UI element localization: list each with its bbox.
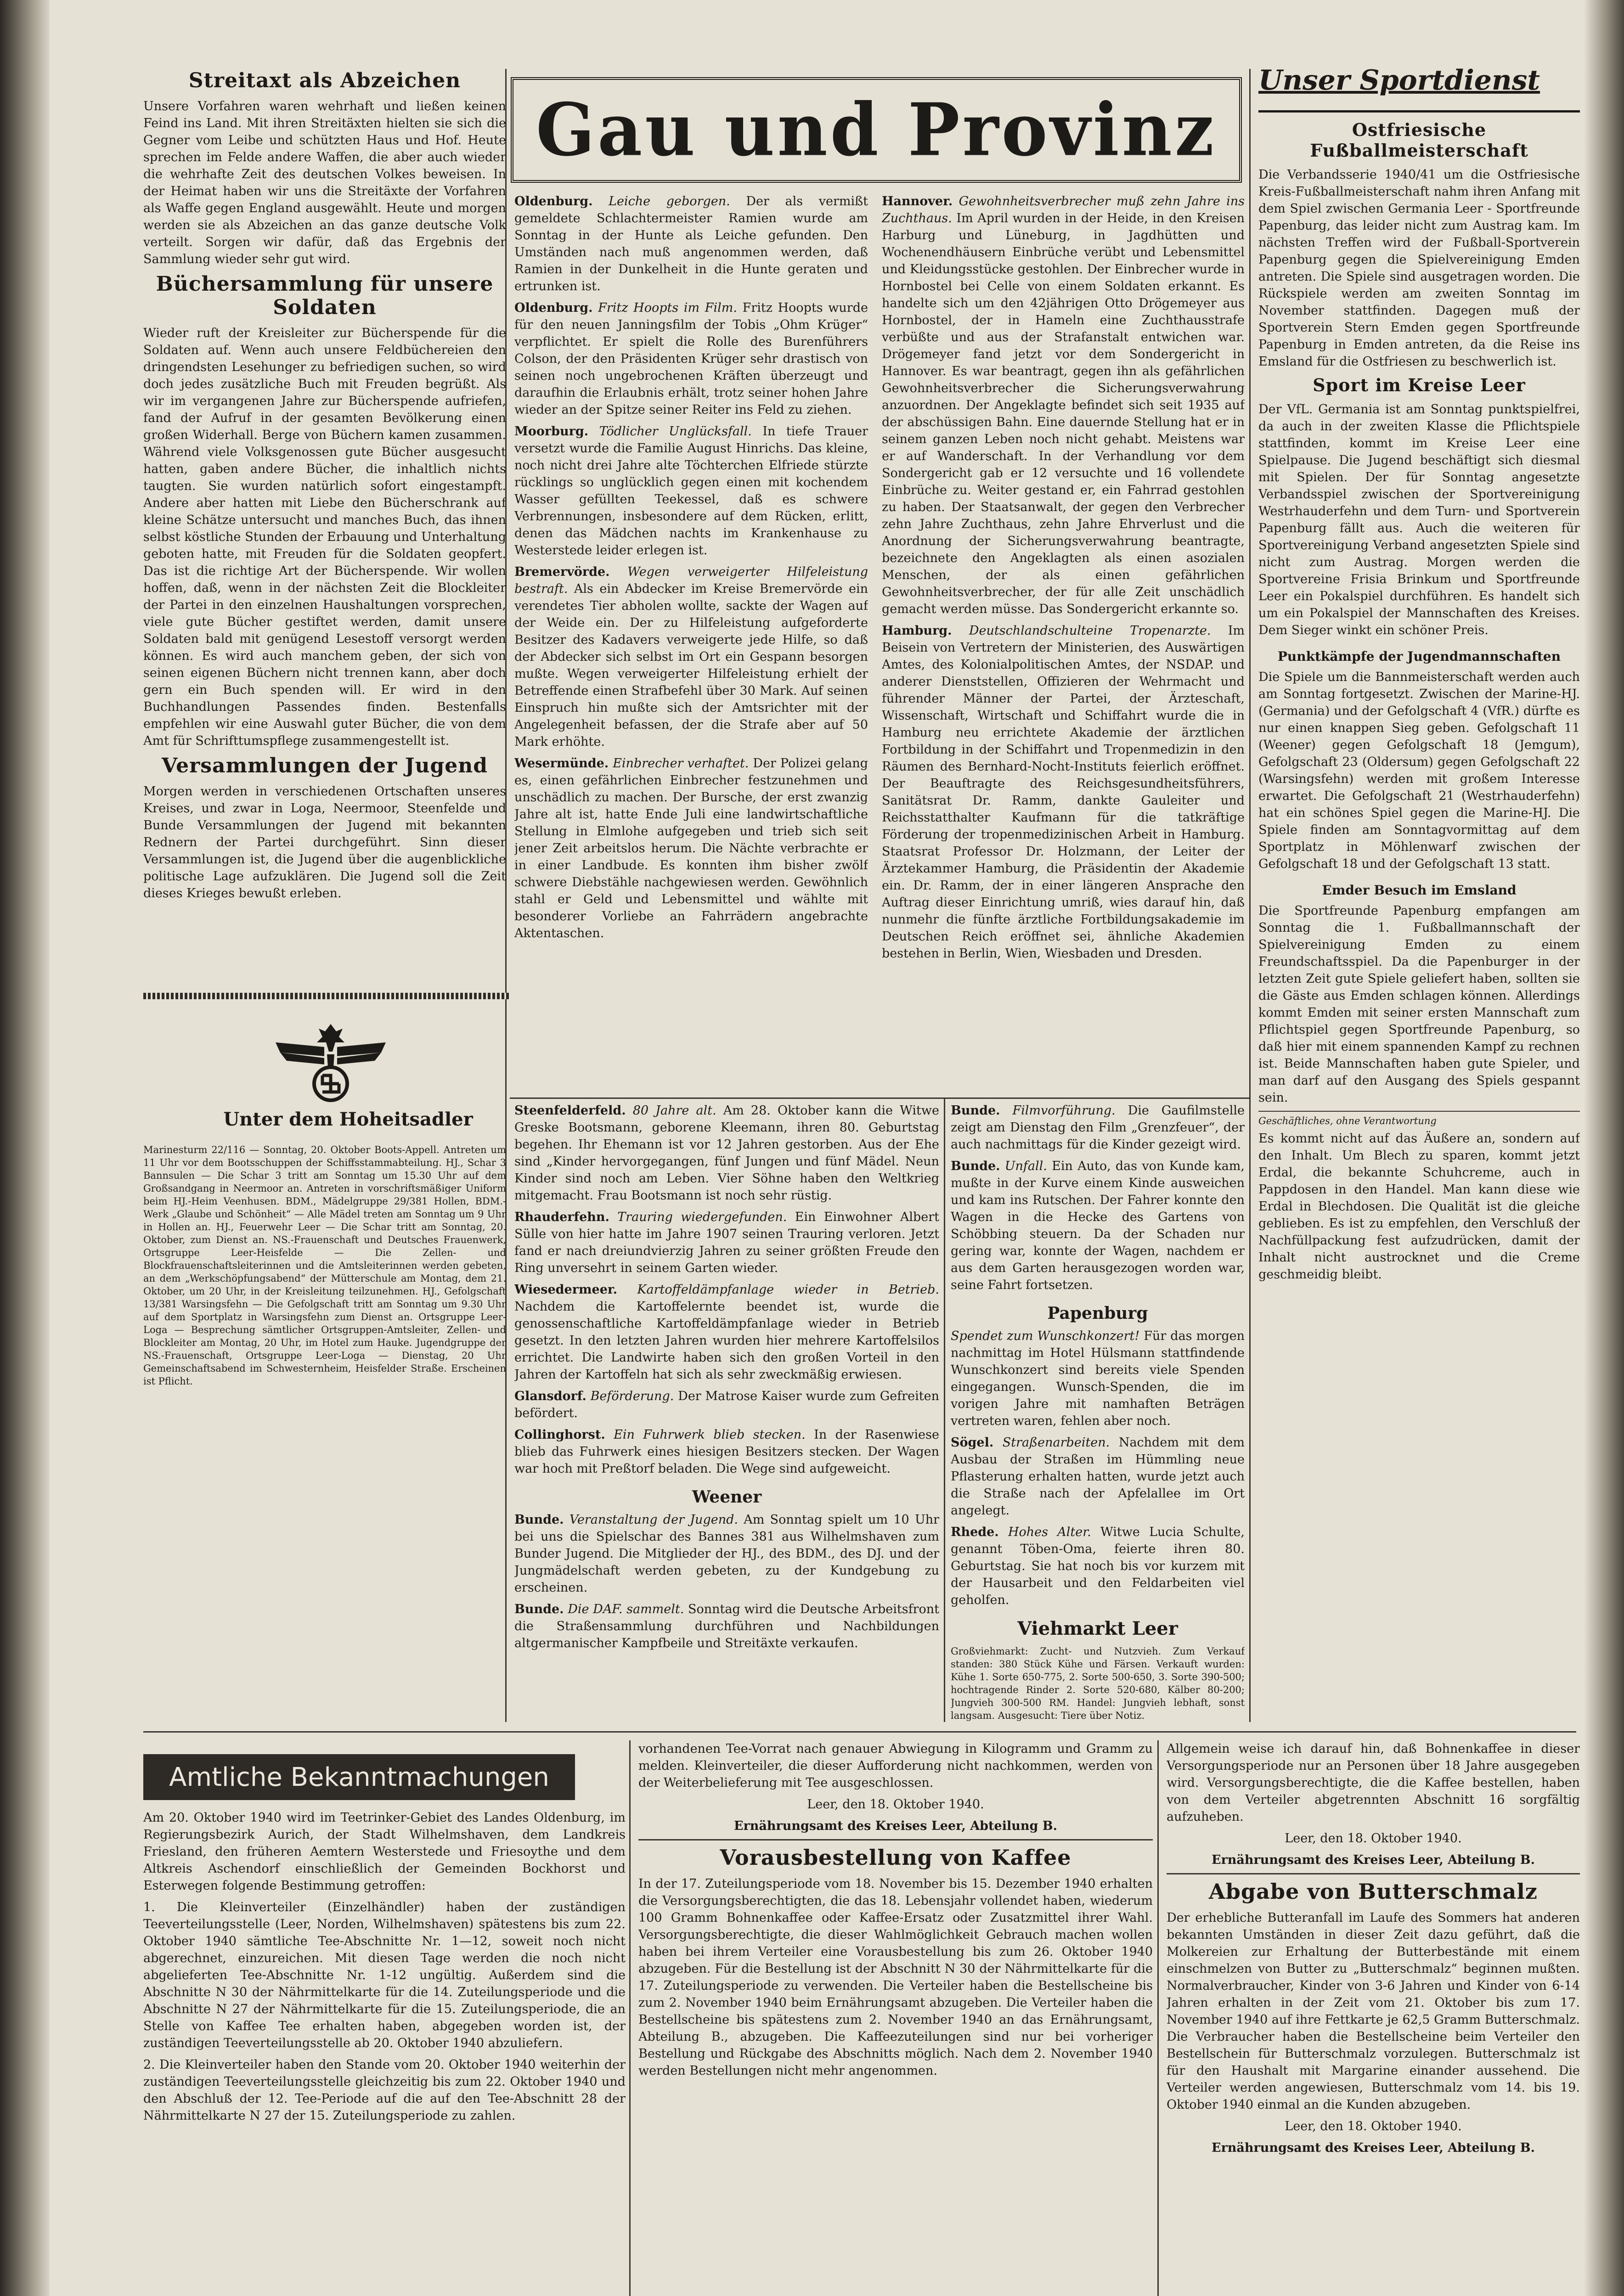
news-place: Moorburg. — [514, 424, 589, 439]
official-signature: Ernährungsamt des Kreises Leer, Abteilung B. — [734, 1819, 1057, 1833]
article-body: Wieder ruft der Kreisleiter zur Bücherspende für die Soldaten auf. Wenn auch unsere Feldbüchereien den dringendsten Lesehunger zu befriedigen suchen, so wird doch jedes zusätzliche Buch mit Freuden begrüßt. Als wir im vergangenen Jahre zur Bücherspende aufriefen, fand der Aufruf in der gesamten Bevölkerung einen großen Widerhall. Berge von Büchern kamen zusammen. Während viele Volksgenossen gute Bücher ausgesucht hatten, gaben andere Bücher, die inhaltlich nichts taugten. Sie wurden natürlich sofort eingestampft. Andere aber hatten mit Liebe den Bücherschrank auf kleine Schätze untersucht und manches Buch, das ihnen selbst köstliche Stunden der Erbauung und Unterhaltung geboten hatte, mit Freuden für die Soldaten geopfert. Das ist die richtige Art der Bücherspende. Wir wollen hoffen, daß, wenn in der nächsten Zeit die Blockleiter der Partei in den einzelnen Haushaltungen vorsprechen, viele gute Bücher gestiftet werden, damit unsere Soldaten bald mit genügend Lesestoff versorgt werden können. Es wird auch manchem geben, der sich von seinen eigenen Büchern nicht trennen kann, aber doch gern ein Buch spenden will. Er wird in den Buchhandlungen Passendes finden. Bestenfalls empfehlen wir eine Auswahl guter Bücher, die von dem Amt für Schrifttumspflege zusammengestellt ist. — [143, 326, 506, 748]
news-place: Oldenburg. — [514, 194, 593, 208]
official-heading: Abgabe von Butterschmalz — [1167, 1873, 1580, 1904]
news-body: Sonntag wird die Deutsche Arbeitsfront die Straßensammlung durchführen und Nachbildungen altgermanischer Kampfbeile und Streitäxte verkaufen. — [514, 1602, 939, 1650]
news-lead: Kartoffeldämpfanlage wieder in Betrieb. — [637, 1283, 939, 1297]
news-body: Ein Auto, das von Kunde kam, mußte in der Kurve einem Kinde ausweichen und kam ins Rutschen. Der Fahrer konnte den Wagen in die Hecke des Gartens von Schöbbing steuern. Da der Schaden nur gering war, konnte der Wagen, nachdem er aus dem Garten herausgezogen worden war, seine Fahrt fortsetzen. — [951, 1159, 1245, 1292]
news-lead: Straßenarbeiten. — [1002, 1435, 1110, 1450]
article-heading: Versammlungen der Jugend — [161, 754, 488, 777]
news-lead: Unfall. — [1004, 1159, 1047, 1173]
news-body: Die Gaufilmstelle zeigt am Dienstag den Film „Grenzfeuer“, der auch nachmittags für die Kinder gezeigt wird. — [951, 1103, 1245, 1152]
sport-body: Die Sportfreunde Papenburg empfangen am Sonntag die 1. Fußballmannschaft der Spielvereinigung Emden zu einem Freundschaftsspiel. Da die Papenburger in der letzten Zeit gute Spiele geliefert haben, sollten sie die Gäste aus Emden schlagen können. Allerdings kommt Emden mit seiner ersten Mannschaft zum Pflichtspiel gegen Sportfreunde Papenburg, so daß hier mit einem spannenden Kampf zu rechnen ist. Beide Mannschaften haben gute Spieler, und man darf auf den Ausgang des Spiels gespannt sein. — [1258, 904, 1580, 1105]
section-rule — [143, 1731, 1576, 1733]
news-item — [951, 1434, 1245, 1519]
news-lead: Leiche geborgen. — [609, 194, 730, 208]
masthead-title: Gau und Provinz — [536, 87, 1217, 173]
news-lead: Tödlicher Unglücksfall. — [599, 424, 752, 439]
news-lead: Einbrecher verhaftet. — [613, 756, 749, 771]
official-col-3 — [1167, 1740, 1580, 2296]
official-signature: Ernährungsamt des Kreises Leer, Abteilung B. — [1212, 1853, 1535, 1867]
section-rule — [510, 1097, 1249, 1099]
news-place: Hannover. — [882, 194, 953, 208]
news-lead: Hohes Alter. — [1008, 1525, 1091, 1539]
news-place: Steenfelderfeld. — [514, 1103, 626, 1118]
official-signature: Ernährungsamt des Kreises Leer, Abteilung B. — [1212, 2141, 1535, 2155]
news-body: In tiefe Trauer versetzt wurde die Familie August Hinrichs. Das kleine, noch nicht drei Jahre alte Töchterchen Elfriede stürzte rücklings so unglücklich gegen einen mit kochendem Wasser gefüllten Teekessel, daß es schwere Verbrennungen, insbesondere auf dem Rücken, erlitt, denen das Mädchen nachts im Krankenhause zu Westerstede leider erlegen ist. — [514, 424, 868, 557]
news-item — [514, 1601, 939, 1652]
column-rule — [944, 1097, 945, 1722]
party-notices: Marinesturm 22/116 — Sonntag, 20. Oktober Boots-Appell. Antreten um 11 Uhr vor dem Bootsschuppen der Schiffsstammabteilung. HJ., Schar 3 Bannsulen — Die Schar 3 tritt am Sonntag um 15.30 Uhr auf dem Großsandgang in Neermoor an. Antreten in vorschriftsmäßiger Uniform beim HJ.-Heim Veenhusen. BDM., Mädelgruppe 29/381 Hollen, BDM.-Werk „Glaube und Schönheit“ — Alle Mädel treten am Sonntag um 9 Uhr in Hollen an. HJ., Feuerwehr Leer — Die Schar tritt am Sonntag, 20. Oktober, zum Dienst an. NS.-Frauenschaft und Deutsches Frauenwerk, Ortsgruppe Leer-Heisfelde — Die Zellen- und Blockfrauenschaftsleiterinnen und die Amtsleiterinnen werden gebeten, an dem „Werkschöpfungsabend“ der Mütterschule am Montag, dem 21. Oktober, um 20 Uhr, in der Kreisleitung teilzunehmen. HJ., Gefolgschaft 13/381 Warsingsfehn — Die Gefolgschaft tritt am Sonntag um 9.30 Uhr auf dem Sportplatz in Warsingsfehn zum Dienst an. Ortsgruppe Leer-Loga — Besprechung sämtlicher Ortsgruppen-Amtsleiter, Zellen- und Blockleiter am Montag, 20 Uhr, im Hotel zum Hauke. Jugendgruppe der NS.-Frauenschaft, Ortsgruppe Leer-Loga — Dienstag, 20 Uhr Gemeinschaftsabend im Schwesternheim, Heisfelder Straße. Erscheinen ist Pflicht. — [143, 1144, 506, 1387]
binding-shadow — [0, 0, 50, 2296]
news-body: Der Polizei gelang es, einen gefährlichen Einbrecher festzunehmen und unschädlich zu machen. Der Bursche, der erst zwanzig Jahre alt ist, hatte Ende Juli eine landwirtschaftliche Stellung in Elmlohe aufgegeben und trieb sich seit jener Zeit arbeitslos herum. Die Nächte verbrachte er in einer Landbude. Es konnten ihm bisher zwölf schwere Diebstähle nachgewiesen werden. Gewöhnlich stahl er Geld und Lebensmittel und wählte mit besonderer Vorliebe an Fahrrädern angebrachte Aktentaschen. — [514, 756, 868, 940]
decorative-bar — [143, 993, 510, 999]
middle-column-left — [514, 193, 868, 1093]
news-item — [514, 1102, 939, 1204]
news-item — [514, 1511, 939, 1596]
news-body: Der als vermißt gemeldete Schlachtermeister Ramien wurde am Sonntag in der Hunte als Leiche gefunden. Den Umständen nach muß angenommen werden, daß Ramien in der Dunkelheit in die Hunte geraten und ertrunken ist. — [514, 194, 868, 293]
official-col-2 — [638, 1740, 1153, 2296]
page-edge-shadow — [1584, 0, 1624, 2296]
official-text: Allgemein weise ich darauf hin, daß Bohnenkaffee in dieser Versorgungsperiode nur an Personen über 18 Jahre ausgegeben wird. Versorgungsberechtigte, die die Kaffee bestellen, haben von dem Verteiler abgetrennten Abschnitt 16 sorgfältig aufzuheben. — [1167, 1742, 1580, 1824]
notice-body: Es kommt nicht auf das Äußere an, sondern auf den Inhalt. Um Blech zu sparen, kommt jetzt Erdal, die bekannte Schuhcreme, auch in Pappdosen in den Handel. Man kann diese wie Erdal in Blechdosen. Die Qualität ist die gleiche geblieben. Es ist zu empfehlen, den Verschluß der Nachfüllpackung fest aufzudrücken, damit der Inhalt nicht austrocknet und die Creme geschmeidig bleibt. — [1258, 1131, 1580, 1282]
article-heading: Büchersammlung für unsere Soldaten — [156, 272, 494, 319]
official-notices-banner — [143, 1754, 575, 1800]
official-heading: Vorausbestellung von Kaffee — [638, 1839, 1153, 1870]
news-place: Rhauderfehn. — [514, 1210, 609, 1224]
sport-body: Die Verbandsserie 1940/41 um die Ostfriesische Kreis-Fußballmeisterschaft nahm ihren Anfang mit dem Spiel zwischen Germania Leer - Sportfreunde Papenburg, das leider nicht zum Austrag kam. Im nächsten Treffen wird der Fußball-Sportverein Papenburg gegen die Spielvereinigung Emden antreten. Die Spiele sind ausgetragen worden. Die Rückspiele werden am zweiten Sonntag im November stattfinden. Dagegen muß der Sportverein Stern Emden gegen Sportfreunde Papenburg in Emden antreten, da die Reise ins Emsland für die Ostfriesen zu beschwerlich ist. — [1258, 168, 1580, 369]
hoheitsadler-heading: Unter dem Hoheitsadler — [223, 1109, 473, 1130]
sport-header-title: Unser Sportdienst — [1258, 64, 1540, 96]
news-item — [951, 1524, 1245, 1609]
sport-heading: Ostfriesische Fußballmeisterschaft — [1310, 119, 1528, 161]
official-date: Leer, den 18. Oktober 1940. — [807, 1797, 984, 1812]
news-body: Am Sonntag spielt um 10 Uhr bei uns die Spielschar des Bannes 381 aus Wilhelmshaven zum Bunder Jugend. Die Mitglieder der HJ., des BDM., des DJ. und der Jungmädelschaft werden gebeten, zu der Kundgebung zu erscheinen. — [514, 1513, 939, 1595]
news-body: Im April wurden in der Heide, in den Kreisen Harburg und Lüneburg, in Jagdhütten und Wochenendhäusern Einbrüche verübt und Lebensmittel und Kleidungsstücke gestohlen. Der Einbrecher wurde in Hornbostel bei Celle von einem Soldaten erkannt. Es handelte sich um den 42jährigen Otto Drögemeyer aus Hornbostel, der in Hameln eine Zuchthausstrafe verbüßte und aus der Strafanstalt entwichen war. Drögemeyer fand jetzt vor dem Sondergericht in Hannover. Es war beantragt, gegen ihn als gefährlichen Gewohnheitsverbrecher die Sicherungsverwahrung anzuordnen. Der Angeklagte befindet sich seit 1935 auf der abschüssigen Bahn. Eine dauernde Stellung hat er in seinem ganzen Leben noch nicht gehabt. Meistens war er auf Wanderschaft. In der Verhandlung vor dem Sondergericht gab er 12 versuchte und 16 vollendete Einbrüche zu. Weiter gestand er, ein Fahrrad gestohlen zu haben. Der Staatsanwalt, der gegen den Verbrecher zehn Jahre Zuchthaus, zehn Jahre Ehrverlust und die Anordnung der Sicherungsverwahrung beantragte, bezeichnete den Angeklagten als einen asozialen Menschen, der als einen gefährlichen Gewohnheitsverbrecher, der für alle Zeit unschädlich gemacht werden müsse. Das Sondergericht erkannte so. — [882, 211, 1245, 616]
news-lead: Deutschlandschulteine Tropenarzte. — [969, 624, 1211, 638]
left-column-notices — [143, 1143, 506, 1727]
news-body: Der Matrose Kaiser wurde zum Gefreiten befördert. — [514, 1389, 939, 1420]
official-text: In der 17. Zuteilungsperiode vom 18. November bis 15. Dezember 1940 erhalten die Versorgungsberechtigten, die das 18. Lebensjahr vollendet haben, wiederum 100 Gramm Bohnenkaffee oder Kaffee-Ersatz oder Zusatzmittel ihrer Wahl. Versorgungsberechtigte, die dieser Wahlmöglichkeit Gebrauch machen wollen haben bei ihrem Verteiler eine Vorausbestellung bis zum 26. Oktober 1940 abzugeben. Für die Bestellung ist der Abschnitt N 30 der Nährmittelkarte für die 17. Zuteilungsperiode zu verwenden. Die Verteiler haben die Bestellscheine bis zum 2. November 1940 beim Ernährungsamt abzugeben. Die Verteiler haben die Bestellscheine bis spätestens zum 2. November 1940 an das Ernährungsamt, Abteilung B., abzugeben. Die Kaffeezuteilungen sind nur bei vorheriger Bestellung und Rückgabe des Abschnitts möglich. Nach dem 2. November 1940 werden Bestellungen nicht mehr angenommen. — [638, 1877, 1153, 2078]
official-point: 1. Die Kleinverteiler (Einzelhändler) haben der zuständigen Teeverteilungsstelle (Leer, Norden, Wilhelmshaven) spätestens bis zum 22. Oktober 1940 sämtliche Tee-Abschnitte Nr. 1—12, soweit noch nicht abgerechnet, einzureichen. Mit diesen Tage werden die noch nicht abgelieferten Tee-Abschnitte Nr. 1-12 ungültig. Außerdem sind die Abschnitte N 30 der Nährmittelkarte für die 14. Zuteilungsperiode und die Abschnitte N 27 der Nährmittelkarte für die 15. Zuteilungsperiode, die an Stelle von Kaffee Tee erhalten haben, abgegeben worden ist, der zuständigen Teeverteilungsstelle ab 20. Oktober 1940 abzuliefern. — [143, 1900, 626, 2050]
news-body: Nachdem mit dem Ausbau der Straßen im Hümmling neue Pflasterung erhalten hatten, wurde jetzt auch die Straße nach der Apfelallee im Ort angelegt. — [951, 1435, 1245, 1518]
official-col-1 — [143, 1809, 626, 2296]
news-lead: Ein Fuhrwerk blieb stecken. — [614, 1428, 806, 1442]
middle-lower-right — [951, 1102, 1245, 1727]
news-place: Bunde. — [514, 1513, 564, 1527]
news-item — [951, 1158, 1245, 1294]
news-body: Ein Einwohner Albert Sülle von hier hatte im Jahre 1907 seinen Trauring verloren. Jetzt fand er nach dreiundvierzig Jahren zu seiner größten Freude den Ring unversehrt in seinem Garten wieder. — [514, 1210, 939, 1275]
news-item — [514, 1388, 939, 1422]
news-lead: Die DAF. sammelt. — [568, 1602, 684, 1616]
notice-label: Geschäftliches, ohne Verantwortung — [1258, 1111, 1580, 1127]
news-lead: Veranstaltung der Jugend. — [569, 1513, 738, 1527]
news-lead: Trauring wiedergefunden. — [617, 1210, 787, 1224]
news-body: In der Rasenwiese blieb das Fuhrwerk eines hiesigen Besitzers stecken. Der Wagen war hoch mit Preßtorf beladen. Die Wege sind aufgeweicht. — [514, 1428, 939, 1476]
news-item — [514, 755, 868, 942]
left-column-articles — [143, 69, 506, 987]
official-intro: Am 20. Oktober 1940 wird im Teetrinker-Gebiet des Landes Oldenburg, im Regierungsbezirk Aurich, der Stadt Wilhelmshaven, dem Landkreis Friesland, den früheren Aemtern Westerstede und Friesoythe und dem Altkreis Aschendorf einschließlich der Gemeinden Bockhorst und Esterwegen folgende Bestimmung getroffen: — [143, 1811, 626, 1893]
article-heading: Streitaxt als Abzeichen — [188, 69, 461, 92]
official-text: Der erhebliche Butteranfall im Laufe des Sommers hat anderen bekannten Umständen in dieser Zeit dazu geführt, daß die Molkereien zur Erhaltung der Butterbestände mit einem einschmelzen von Butter zu „Butterschmalz“ beginnen mußten. Normalverbraucher, Kinder von 3-6 Jahren und Kinder von 6-14 Jahren erhalten in der Zeit vom 21. Oktober bis zum 17. November 1940 auf ihre Fettkarte je 62,5 Gramm Butterschmalz. Die Verbraucher haben die Bestellscheine beim Verteiler den Bestellschein für Butterschmalz vorzulegen. Butterschmalz ist für den Haushalt mit Margarine einander aussehend. Die Verteiler werden angewiesen, Butterschmalz vom 14. bis 19. Oktober 1940 einmal an die Kunden abzugeben. — [1167, 1911, 1580, 2112]
news-lead: Fritz Hoopts im Film. — [598, 301, 737, 315]
news-body: Als ein Abdecker im Kreise Bremervörde ein verendetes Tier abholen wollte, sackte der Wagen auf der Weide ein. Der zu Hilfeleistung aufgeforderte Besitzer des Kadavers verweigerte jede Hilfe, so daß der Abdecker sich selbst im Ort ein Gespann besorgen mußte. Wegen verweigerter Hilfeleistung erhielt der Betreffende einen Strafbefehl über 30 Mark. Auf seinen Einspruch hin mußte sich der Amtsrichter mit der Angelegenheit befassen, der die Strafe aber auf 50 Mark erhöhte. — [514, 582, 868, 749]
official-text: vorhandenen Tee-Vorrat nach genauer Abwiegung in Kilogramm und Gramm zu melden. Kleinverteiler, die dieser Aufforderung nicht nachkommen, werden von der Weiterbelieferung mit Tee ausgeschlossen. — [638, 1742, 1153, 1790]
official-point: 2. Die Kleinverteiler haben den Stande vom 20. Oktober 1940 weiterhin der zuständigen Teeverteilungsstelle gleichzeitig bis zum 22. Oktober 1940 und den Abschluß der 12. Tee-Periode auf die auf den Tee-Abschnitt 28 der Nährmittelkarte N 27 der 15. Zuteilungsperiode zu zahlen. — [143, 2058, 626, 2123]
news-item — [514, 1281, 939, 1383]
column-rule — [1157, 1740, 1159, 2296]
news-item — [951, 1328, 1245, 1429]
town-heading: Papenburg — [1047, 1304, 1148, 1323]
official-date: Leer, den 18. Oktober 1940. — [1285, 1831, 1462, 1846]
sport-subheading: Emder Besuch im Emsland — [1322, 883, 1517, 898]
official-date: Leer, den 18. Oktober 1940. — [1285, 2119, 1462, 2133]
news-lead: Beförderung. — [590, 1389, 674, 1403]
news-place: Rhede. — [951, 1525, 999, 1539]
sport-header — [1258, 64, 1580, 113]
section-masthead — [511, 77, 1242, 183]
sport-subheading: Punktkämpfe der Jugendmannschaften — [1277, 649, 1561, 664]
news-lead: Filmvorführung. — [1012, 1103, 1116, 1118]
right-column-sport — [1258, 119, 1580, 1727]
news-place: Wesermünde. — [514, 756, 609, 771]
news-place: Bunde. — [951, 1103, 1000, 1118]
news-place: Wiesedermeer. — [514, 1283, 618, 1297]
column-rule — [629, 1740, 631, 2296]
news-place: Bremervörde. — [514, 565, 610, 579]
news-place: Hamburg. — [882, 624, 952, 638]
news-item — [514, 193, 868, 295]
news-place: Bunde. — [951, 1159, 1000, 1173]
news-item — [514, 1209, 939, 1277]
news-body: Für das morgen nachmittag im Hotel Hülsmann stattfindende Wunschkonzert sind bereits viele Spenden eingegangen. Wunsch-Spenden, die im vorigen Jahre mit namhaften Beträgen vertreten waren, fehlen aber noch. — [951, 1329, 1245, 1428]
eagle-emblem-icon — [271, 1010, 390, 1107]
town-heading: Weener — [692, 1487, 762, 1507]
middle-column-right — [882, 193, 1245, 1093]
sport-heading: Sport im Kreise Leer — [1313, 375, 1526, 395]
news-item — [514, 423, 868, 559]
news-place: Glansdorf. — [514, 1389, 586, 1403]
market-heading: Viehmarkt Leer — [1017, 1618, 1178, 1639]
news-lead: 80 Jahre alt. — [632, 1103, 716, 1118]
news-place: Collinghorst. — [514, 1428, 605, 1442]
news-lead: Gewohnheitsverbrecher muß zehn Jahre ins Zuchthaus. — [882, 194, 1245, 225]
news-item — [514, 1426, 939, 1477]
news-lead: Spendet zum Wunschkonzert! — [951, 1329, 1140, 1343]
news-body: Nachdem die Kartoffelernte beendet ist, wurde die genossenschaftliche Kartoffeldämpfanlage wieder in Betrieb gesetzt. In den letzten Jahren wurden hier mehrere Kartoffelsilos errichtet. Die Landwirte haben sich den großen Vorteil in den Jahren der Kartoffeln hat sich als sehr zweckmäßig erwiesen. — [514, 1300, 939, 1382]
news-place: Bunde. — [514, 1602, 564, 1616]
news-item — [882, 193, 1245, 618]
sport-body: Der VfL. Germania ist am Sonntag punktspielfrei, da auch in der zweiten Klasse die Pflichtspiele stattfinden, kommt im Kreise Leer eine Spielpause. Die Jugend beschäftigt sich diesmal mit Spielen. Der für Sonntag angesetzte Verbandsspiel zwischen der Sportvereinigung Westrhauderfehn und dem Turn- und Sportverein Papenburg fällt aus. Auch die weiteren für Sportvereinigung Verband angesetzten Spiele sind nicht zum Austrag. Morgen werden die Sportvereine Frisia Brinkum und Sportfreunde Leer ein Pokalspiel durchführen. Es handelt sich um ein Pokalspiel der Mannschaften des Kreises. Dem Sieger winkt ein schöner Preis. — [1258, 402, 1580, 637]
news-item — [514, 563, 868, 750]
news-item — [514, 299, 868, 418]
news-body: Im Beisein von Vertretern der Ministerien, des Auswärtigen Amtes, des Kolonialpolitischen Amtes, der NSDAP. und anderer Dienststellen, Offizieren der Wehrmacht und führender Männer der Partei, der Ärzteschaft, Wissenschaft, Wirtschaft und Schiffahrt wurde die in Hamburg neu errichtete Akademie der ärztlichen Fortbildung in der Schiffahrt und Tropenmedizin in den Räumen des Bernhard-Nocht-Instituts feierlich eröffnet. Der Beauftragte des Reichsgesundheitsführers, Sanitätsrat Dr. Ramm, dankte Gauleiter und Reichsstatthalter Kaufmann für die tatkräftige Förderung der tropenmedizinischen Arbeit in Hamburg. Staatsrat Professor Dr. Holzmann, der Leiter der Ärztekammer Hamburg, die Präsidentin der Akademie ein. Dr. Ramm, der in einer längeren Ansprache den Auftrag dieser Einrichtung umriß, wies darauf hin, daß nunmehr die fünfte ärztliche Fortbildungsakademie im Deutschen Reich eröffnet sei, ähnliche Akademien bestehen in Berlin, Wien, Wiesbaden und Dresden. — [882, 624, 1245, 961]
column-rule — [1249, 69, 1251, 1722]
news-item — [882, 622, 1245, 962]
news-item — [951, 1102, 1245, 1153]
article-body: Unsere Vorfahren waren wehrhaft und ließen keinen Feind ins Land. Mit ihren Streitäxten hielten sie sich die Gegner vom Leibe und schützten Haus und Hof. Heute sprechen im Felde andere Waffen, die aber auch wieder die wehrhafte Zeit des deutschen Volkes beweisen. In der Heimat haben wir uns die Streitäxte der Vorfahren als Waffe gegen England ausgewählt. Heute und morgen werden sie als Abzeichen an das ganze deutsche Volk verteilt. Sorgen wir dafür, daß das Ergebnis der Sammlung wieder sehr gut wird. — [143, 99, 506, 266]
sport-body: Die Spiele um die Bannmeisterschaft werden auch am Sonntag fortgesetzt. Zwischen der Marine-HJ. (Germania) und der Gefolgschaft 4 (VfR.) dürfte es nur einen knappen Sieg geben. Gefolgschaft 11 (Weener) gegen Gefolgschaft 18 (Jemgum), Gefolgschaft 23 (Oldersum) gegen Gefolgschaft 22 (Warsingsfehn) werden mit großem Interesse erwartet. Die Gefolgschaft 21 (Westrhauderfehn) hat ein schönes Spiel gegen die Marine-HJ. Die Spiele finden am Sonntagvormittag auf dem Sportplatz in Möhlenwarf zwischen der Gefolgschaft 18 und der Gefolgschaft 13 statt. — [1258, 670, 1580, 871]
market-report: Großviehmarkt: Zucht- und Nutzvieh. Zum Verkauf standen: 380 Stück Kühe und Färsen. Verkauft wurden: Kühe 1. Sorte 650-775, 2. Sorte 500-650, 3. Sorte 390-500; hochtragende Rinder 2. Sorte 520-680, Kälber 80-200; Jungvieh 300-500 RM. Handel: Jungvieh lebhaft, sonst langsam. Ausgesucht: Tiere über Notiz. — [951, 1646, 1245, 1721]
news-body: Witwe Lucia Schulte, genannt Töben-Oma, feierte ihren 80. Geburtstag. Sie hat noch bis vor kurzem mit der Hausarbeit und den Feldarbeiten viel geholfen. — [951, 1525, 1245, 1607]
news-body: Am 28. Oktober kann die Witwe Greske Bootsmann, geborene Kleemann, ihren 80. Geburtstag begehen. Ihr Ehemann ist vor 12 Jahren gestorben. Aus der Ehe sind „Kinder hervorgegangen, fünf Jungen und fünf Mädel. Neun Kinder sind noch am Leben. Vier Söhne haben den Weltkrieg mitgemacht. Frau Bootsmann ist noch sehr rüstig. — [514, 1103, 939, 1203]
article-body: Morgen werden in verschiedenen Ortschaften unseres Kreises, und zwar in Loga, Neermoor, Steenfelde und Bunde Versammlungen der Jugend mit bekannten Rednern der Partei durchgeführt. Sinn dieser Versammlungen ist, die Jugend über die augenblickliche politische Lage aufzuklären. Die Jugend soll die Zeit dieses Krieges bewußt erleben. — [143, 784, 506, 900]
news-body: Fritz Hoopts wurde für den neuen Janningsfilm der Tobis „Ohm Krüger“ verpflichtet. Er spielt die Rolle des Burenführers Colson, der den Präsidenten Krüger sehr drastisch von seinen noch ungebrochenen Kräften überzeugt und daraufhin die Erlaubnis erhält, trotz seiner hohen Jahre wieder an der Spitze seiner Reiter ins Feld zu ziehen. — [514, 301, 868, 417]
middle-lower-left — [514, 1102, 939, 1727]
news-place: Sögel. — [951, 1435, 994, 1450]
official-notices-banner-text: Amtliche Bekanntmachungen — [169, 1762, 549, 1792]
news-lead: Wegen verweigerter Hilfeleistung bestraft. — [514, 565, 868, 596]
news-place: Oldenburg. — [514, 301, 593, 315]
